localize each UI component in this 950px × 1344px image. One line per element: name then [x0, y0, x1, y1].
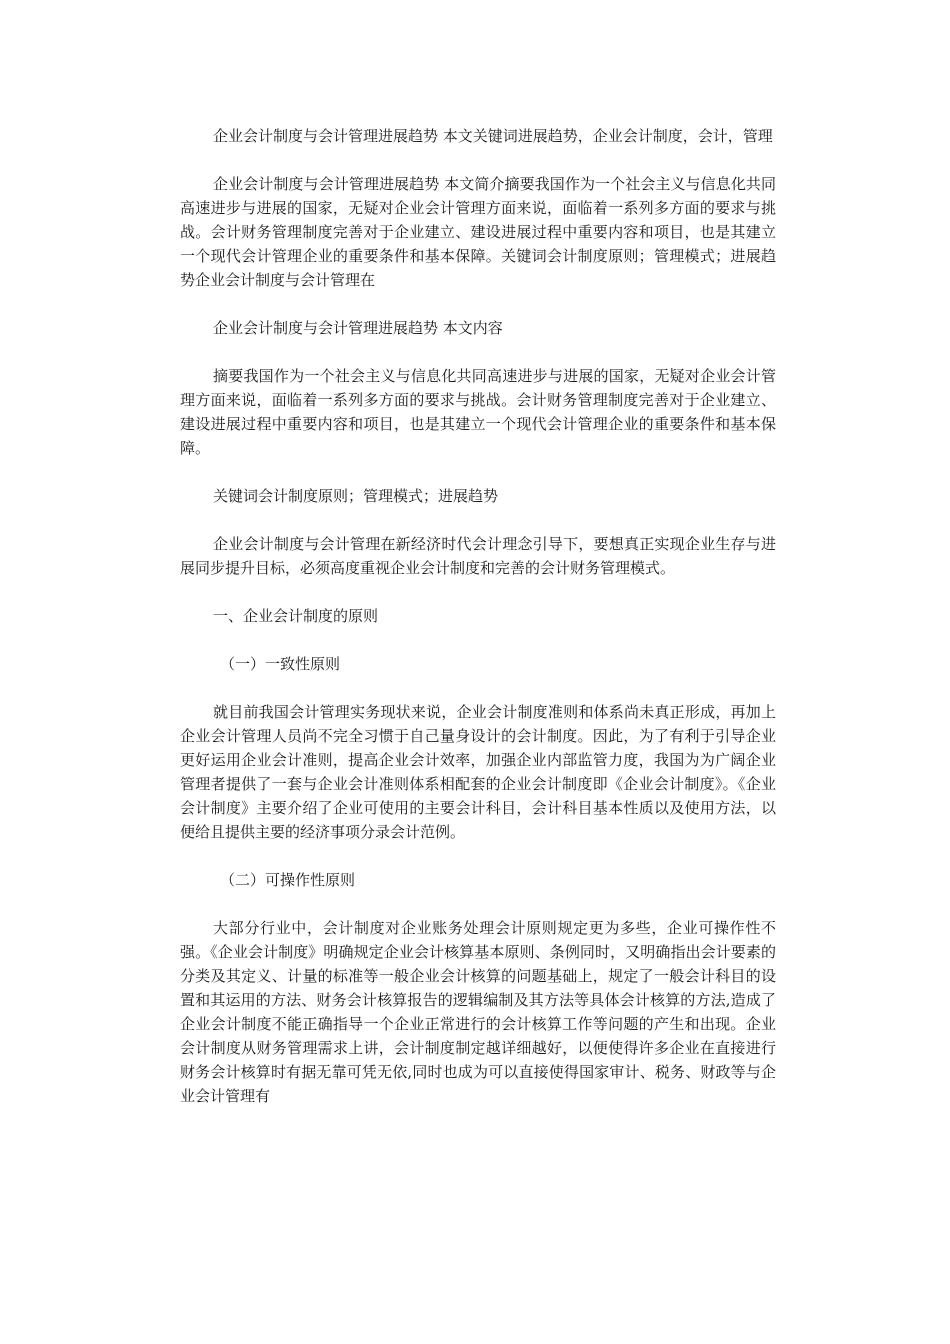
document-page	[180, 124, 776, 1108]
subsection-heading-consistency: （一）一致性原则	[220, 655, 341, 673]
operability-body-paragraph: 大部分行业中，会计制度对企业账务处理会计原则规定更为多些，企业可操作性不强。《企业会计制度》明确规定企业会计核算基本原则、条例同时，又明确指出会计要素的分类及其定义、计量的标准等一般企业会计核算的问题基础上，规定了一般会计科目的设置和其运用的方法、财务会计核算报告的逻辑编制及其方法等具体会计核算的方法,造成了企业会计制度不能正确指导一个企业正常进行的会计核算工作等问题的产生和出现。企业会计制度从财务管理需求上讲，会计制度制定越详细越好，以便使得许多企业在直接进行财务会计核算时有据无靠可凭无依,同时也成为可以直接使得国家审计、税务、财政等与企业会计管理有	[180, 919, 776, 1105]
introduction-paragraph: 企业会计制度与会计管理在新经济时代会计理念引导下，要想真正实现企业生存与进展同步提升目标，必须高度重视企业会计制度和完善的会计财务管理模式。	[180, 535, 776, 577]
content-title-paragraph: 企业会计制度与会计管理进展趋势 本文内容	[213, 319, 503, 337]
section-heading: 一、企业会计制度的原则	[213, 607, 379, 625]
intro-keywords-paragraph: 企业会计制度与会计管理进展趋势 本文关键词进展趋势，企业会计制度，会计，管理	[213, 127, 773, 145]
consistency-body-paragraph: 就目前我国会计管理实务现状来说，企业会计制度准则和体系尚未真正形成，再加上企业会计管理人员尚不完全习惯于自己量身设计的会计制度。因此，为了有利于引导企业更好运用企业会计准则，提高企业会计效率，加强企业内部监管力度，我国为为广阔企业管理者提供了一套与企业会计准则体系相配套的企业会计制度即《企业会计制度》。《企业会计制度》主要介绍了企业可使用的主要会计科目，会计科目基本性质以及使用方法，以便给且提供主要的经济事项分录会计范例。	[180, 703, 776, 841]
keywords-paragraph: 关键词会计制度原则；管理模式；进展趋势	[213, 487, 499, 505]
subsection-heading-operability: （二）可操作性原则	[220, 871, 356, 889]
summary-paragraph: 企业会计制度与会计管理进展趋势 本文简介摘要我国作为一个社会主义与信息化共同高速进步与进展的国家，无疑对企业会计管理方面来说，面临着一系列多方面的要求与挑战。会计财务管理制度完善对于企业建立、建设进展过程中重要内容和项目，也是其建立一个现代会计管理企业的重要条件和基本保障。关键词会计制度原则；管理模式；进展趋势企业会计制度与会计管理在	[180, 175, 776, 289]
abstract-paragraph: 摘要我国作为一个社会主义与信息化共同高速进步与进展的国家，无疑对企业会计管理方面来说，面临着一系列多方面的要求与挑战。会计财务管理制度完善对于企业建立、建设进展过程中重要内容和项目，也是其建立一个现代会计管理企业的重要条件和基本保障。	[180, 367, 776, 457]
